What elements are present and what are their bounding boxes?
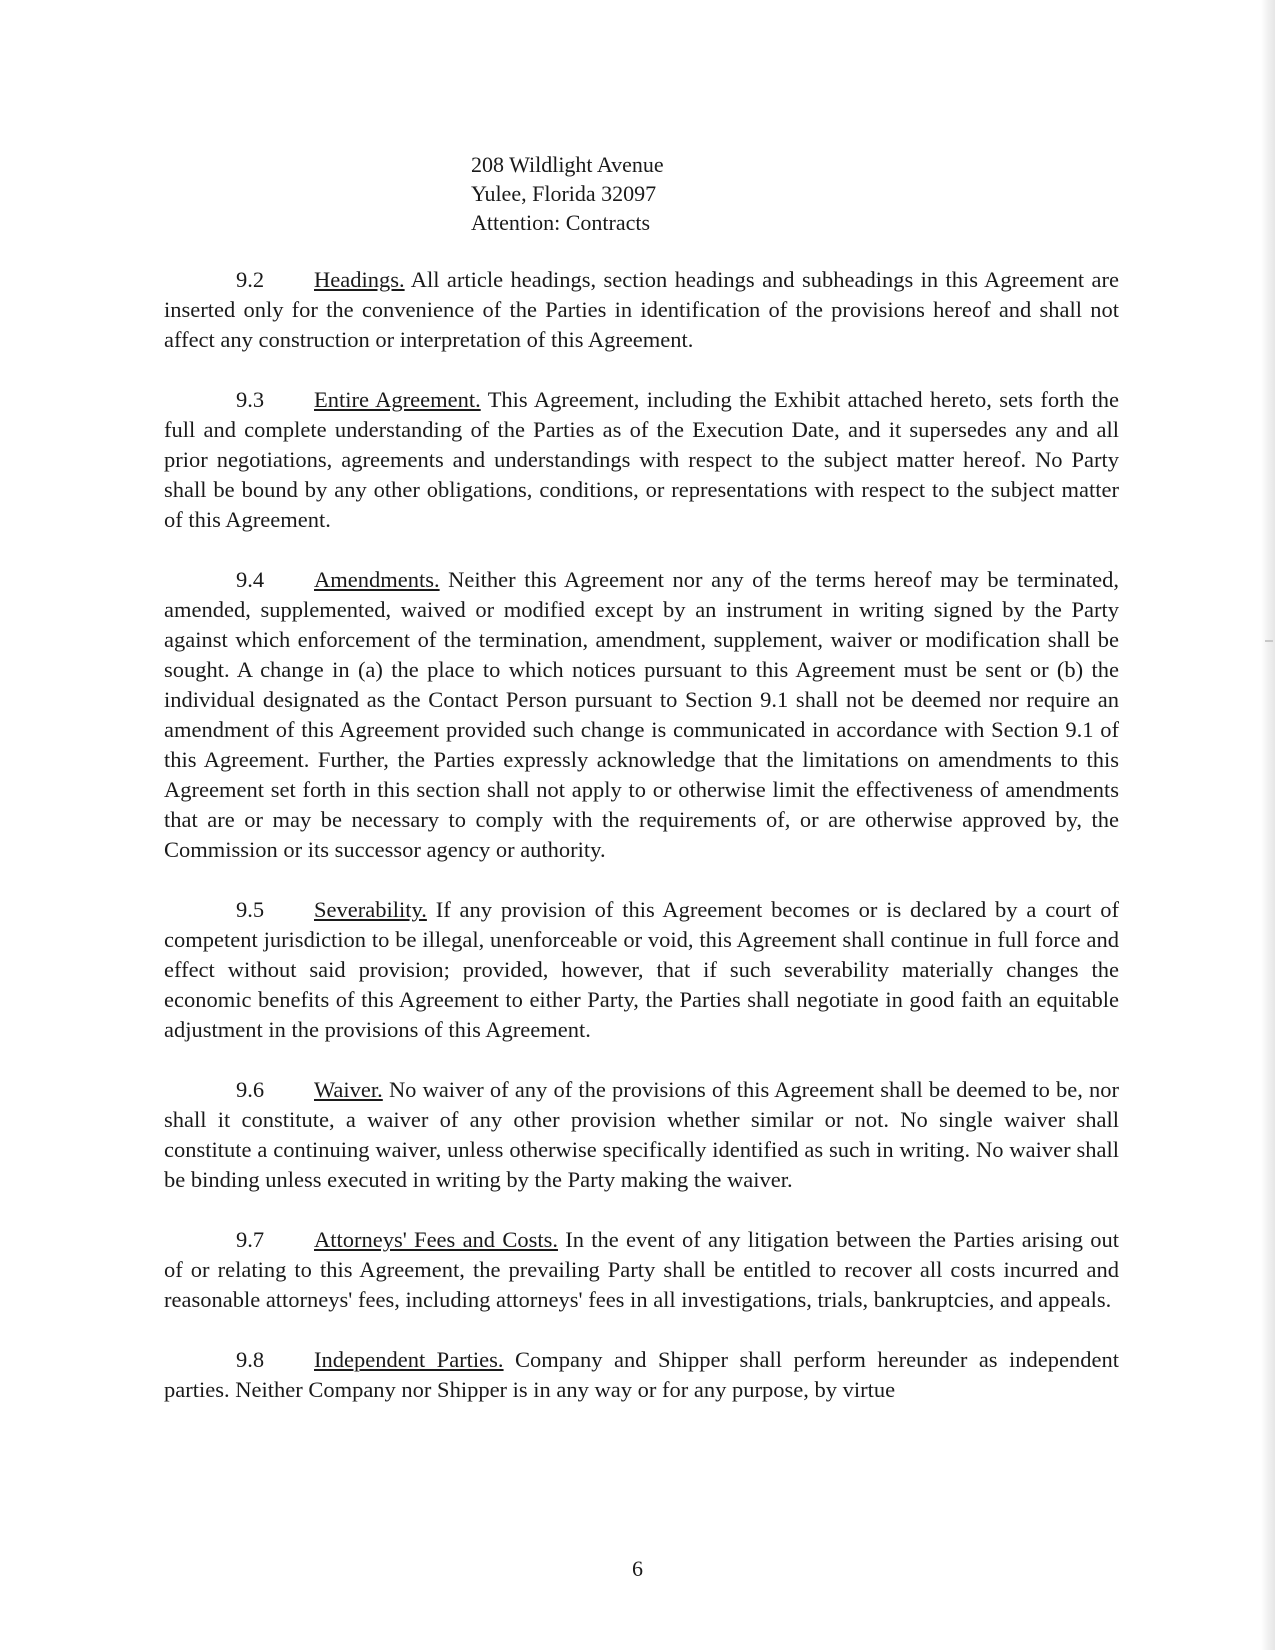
section-9-3 — [164, 385, 1119, 535]
section-text: If any provision of this Agreement becomes or is declared by a court of competent jurisdiction to be illegal, unenforceable or void, this Agreement shall continue in full force and effect without said provision; provided, however, that if such severability materially changes the economic benefits of this Agreement to either Party, the Parties shall negotiate in good faith an equitable adjustment in the provisions of this Agreement. — [164, 897, 1119, 1042]
section-9-8 — [164, 1345, 1119, 1405]
section-number: 9.3 — [236, 387, 265, 412]
address-street: 208 Wildlight Avenue — [471, 152, 664, 177]
section-number: 9.6 — [236, 1077, 265, 1102]
section-number: 9.4 — [236, 567, 265, 592]
section-text: This Agreement, including the Exhibit attached hereto, sets forth the full and complete understanding of the Parties as of the Execution Date, and it supersedes any and all prior negotiations, agreements and understandings with respect to the subject matter hereof. No Party shall be bound by any other obligations, conditions, or representations with respect to the subject matter of this Agreement. — [164, 387, 1119, 532]
section-9-7 — [164, 1225, 1119, 1315]
section-heading: Headings. — [314, 267, 405, 292]
section-text: No waiver of any of the provisions of this Agreement shall be deemed to be, nor shall it constitute, a waiver of any other provision whether similar or not. No single waiver shall constitute a continuing waiver, unless otherwise specifically identified as such in writing. No waiver shall be binding unless executed in writing by the Party making the waiver. — [164, 1077, 1119, 1192]
section-heading: Entire Agreement. — [314, 387, 481, 412]
section-heading: Waiver. — [314, 1077, 383, 1102]
address-city: Yulee, Florida 32097 — [471, 181, 657, 206]
section-number: 9.8 — [236, 1347, 265, 1372]
section-9-2 — [164, 265, 1119, 355]
section-number: 9.5 — [236, 897, 265, 922]
section-text: In the event of any litigation between the Parties arising out of or relating to this Agreement, the prevailing Party shall be entitled to recover all costs incurred and reasonable attorneys' fees, including attorneys' fees in all investigations, trials, bankruptcies, and appeals. — [164, 1227, 1119, 1312]
page-number: 6 — [632, 1556, 643, 1581]
notice-address-block — [471, 150, 1119, 237]
section-number: 9.2 — [236, 267, 265, 292]
scan-page-edge — [1261, 0, 1275, 1650]
scan-edge-mark — [1265, 640, 1273, 642]
document-page — [164, 150, 1119, 1428]
section-number: 9.7 — [236, 1227, 265, 1252]
section-9-4 — [164, 565, 1119, 865]
section-text: All article headings, section headings and subheadings in this Agreement are inserted only for the convenience of the Parties in identification of the provisions hereof and shall not affect any construction or interpretation of this Agreement. — [164, 267, 1120, 352]
section-text: Neither this Agreement nor any of the terms hereof may be terminated, amended, supplemented, waived or modified except by an instrument in writing signed by the Party against which enforcement of the termination, amendment, supplement, waiver or modification shall be sought. A change in (a) the place to which notices pursuant to this Agreement must be sent or (b) the individual designated as the Contact Person pursuant to Section 9.1 shall not be deemed nor require an amendment of this Agreement provided such change is communicated in accordance with Section 9.1 of this Agreement. Further, the Parties expressly acknowledge that the limitations on amendments to this Agreement set forth in this section shall not apply to or otherwise limit the effectiveness of amendments that are or may be necessary to comply with the requirements of, or are otherwise approved by, the Commission or its successor agency or authority. — [164, 567, 1119, 862]
section-text: Company and Shipper shall perform hereunder as independent parties. Neither Company nor Shipper is in any way or for any purpose, by virtue — [164, 1347, 1119, 1402]
section-9-5 — [164, 895, 1119, 1045]
section-heading: Severability. — [314, 897, 427, 922]
section-heading: Attorneys' Fees and Costs. — [314, 1227, 558, 1252]
section-heading: Amendments. — [314, 567, 440, 592]
address-attention: Attention: Contracts — [471, 210, 651, 235]
section-heading: Independent Parties. — [314, 1347, 504, 1372]
section-9-6 — [164, 1075, 1119, 1195]
